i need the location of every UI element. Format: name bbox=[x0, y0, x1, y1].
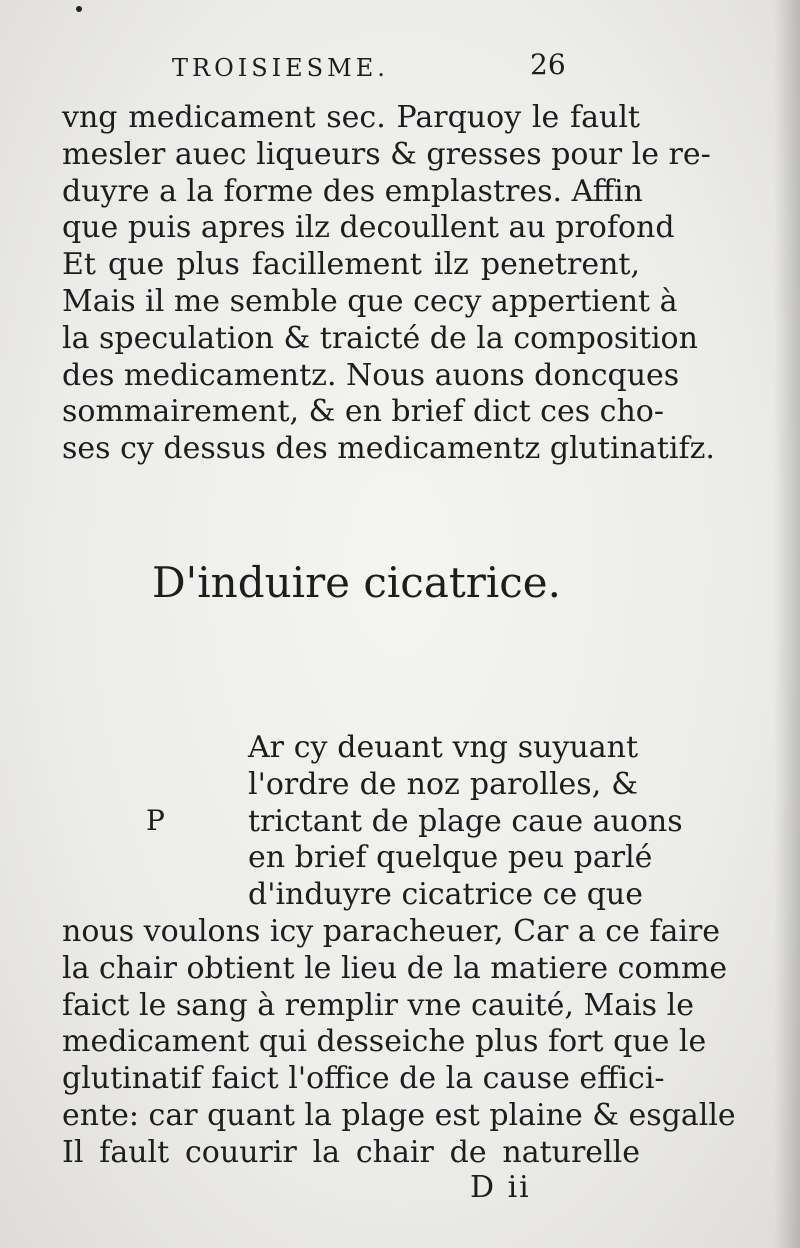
text-line: nous voulons icy paracheuer, Car a ce faire bbox=[62, 914, 721, 949]
text-line: d'induyre cicatrice ce que bbox=[248, 877, 644, 913]
page-number: 26 bbox=[530, 48, 566, 81]
text-line: l'ordre de noz parolles, & bbox=[248, 766, 638, 802]
text-line: faict le sang à remplir vne cauité, Mais le bbox=[62, 987, 694, 1023]
paragraph-2-body bbox=[62, 914, 736, 1172]
text-line: Ar cy deuant vng suyuant bbox=[248, 730, 638, 765]
initial-letter: P bbox=[146, 804, 165, 837]
page-edge-shadow bbox=[774, 0, 800, 1248]
text-line: la chair obtient le lieu de la matiere comme bbox=[62, 950, 728, 986]
text-line: ses cy dessus des medicamentz glutinatifz. bbox=[62, 431, 715, 467]
text-line: vng medicament sec. Parquoy le fault bbox=[62, 100, 640, 135]
text-line: trictant de plage caue auons bbox=[248, 803, 683, 839]
text-line: Il fault couurir la chair de naturelle bbox=[62, 1134, 640, 1170]
text-line: Mais il me semble que cecy appertient à bbox=[62, 283, 678, 319]
text-line: glutinatif faict l'office de la cause effici- bbox=[62, 1061, 665, 1097]
signature-mark: D ii bbox=[470, 1170, 531, 1205]
ink-dot bbox=[76, 6, 82, 12]
running-head: TROISIESME. bbox=[172, 54, 389, 82]
text-line: ente: car quant la plage est plaine & esgalle bbox=[62, 1097, 736, 1133]
text-line: medicament qui desseiche plus fort que le bbox=[62, 1024, 707, 1060]
text-line: sommairement, & en brief dict ces cho- bbox=[62, 394, 664, 430]
text-line: en brief quelque peu parlé bbox=[248, 840, 653, 876]
text-line: que puis apres ilz decoullent au profond bbox=[62, 210, 675, 246]
text-line: Et que plus facillement ilz penetrent, bbox=[62, 247, 640, 283]
paragraph-1 bbox=[62, 100, 715, 468]
section-heading: D'induire cicatrice. bbox=[152, 558, 561, 607]
paragraph-2-indented bbox=[248, 730, 683, 914]
text-line: duyre a la forme des emplastres. Affin bbox=[62, 173, 643, 209]
text-line: la speculation & traicté de la composition bbox=[62, 320, 698, 356]
text-line: des medicamentz. Nous auons doncques bbox=[62, 357, 680, 393]
text-line: mesler auec liqueurs & gresses pour le re- bbox=[62, 136, 711, 172]
